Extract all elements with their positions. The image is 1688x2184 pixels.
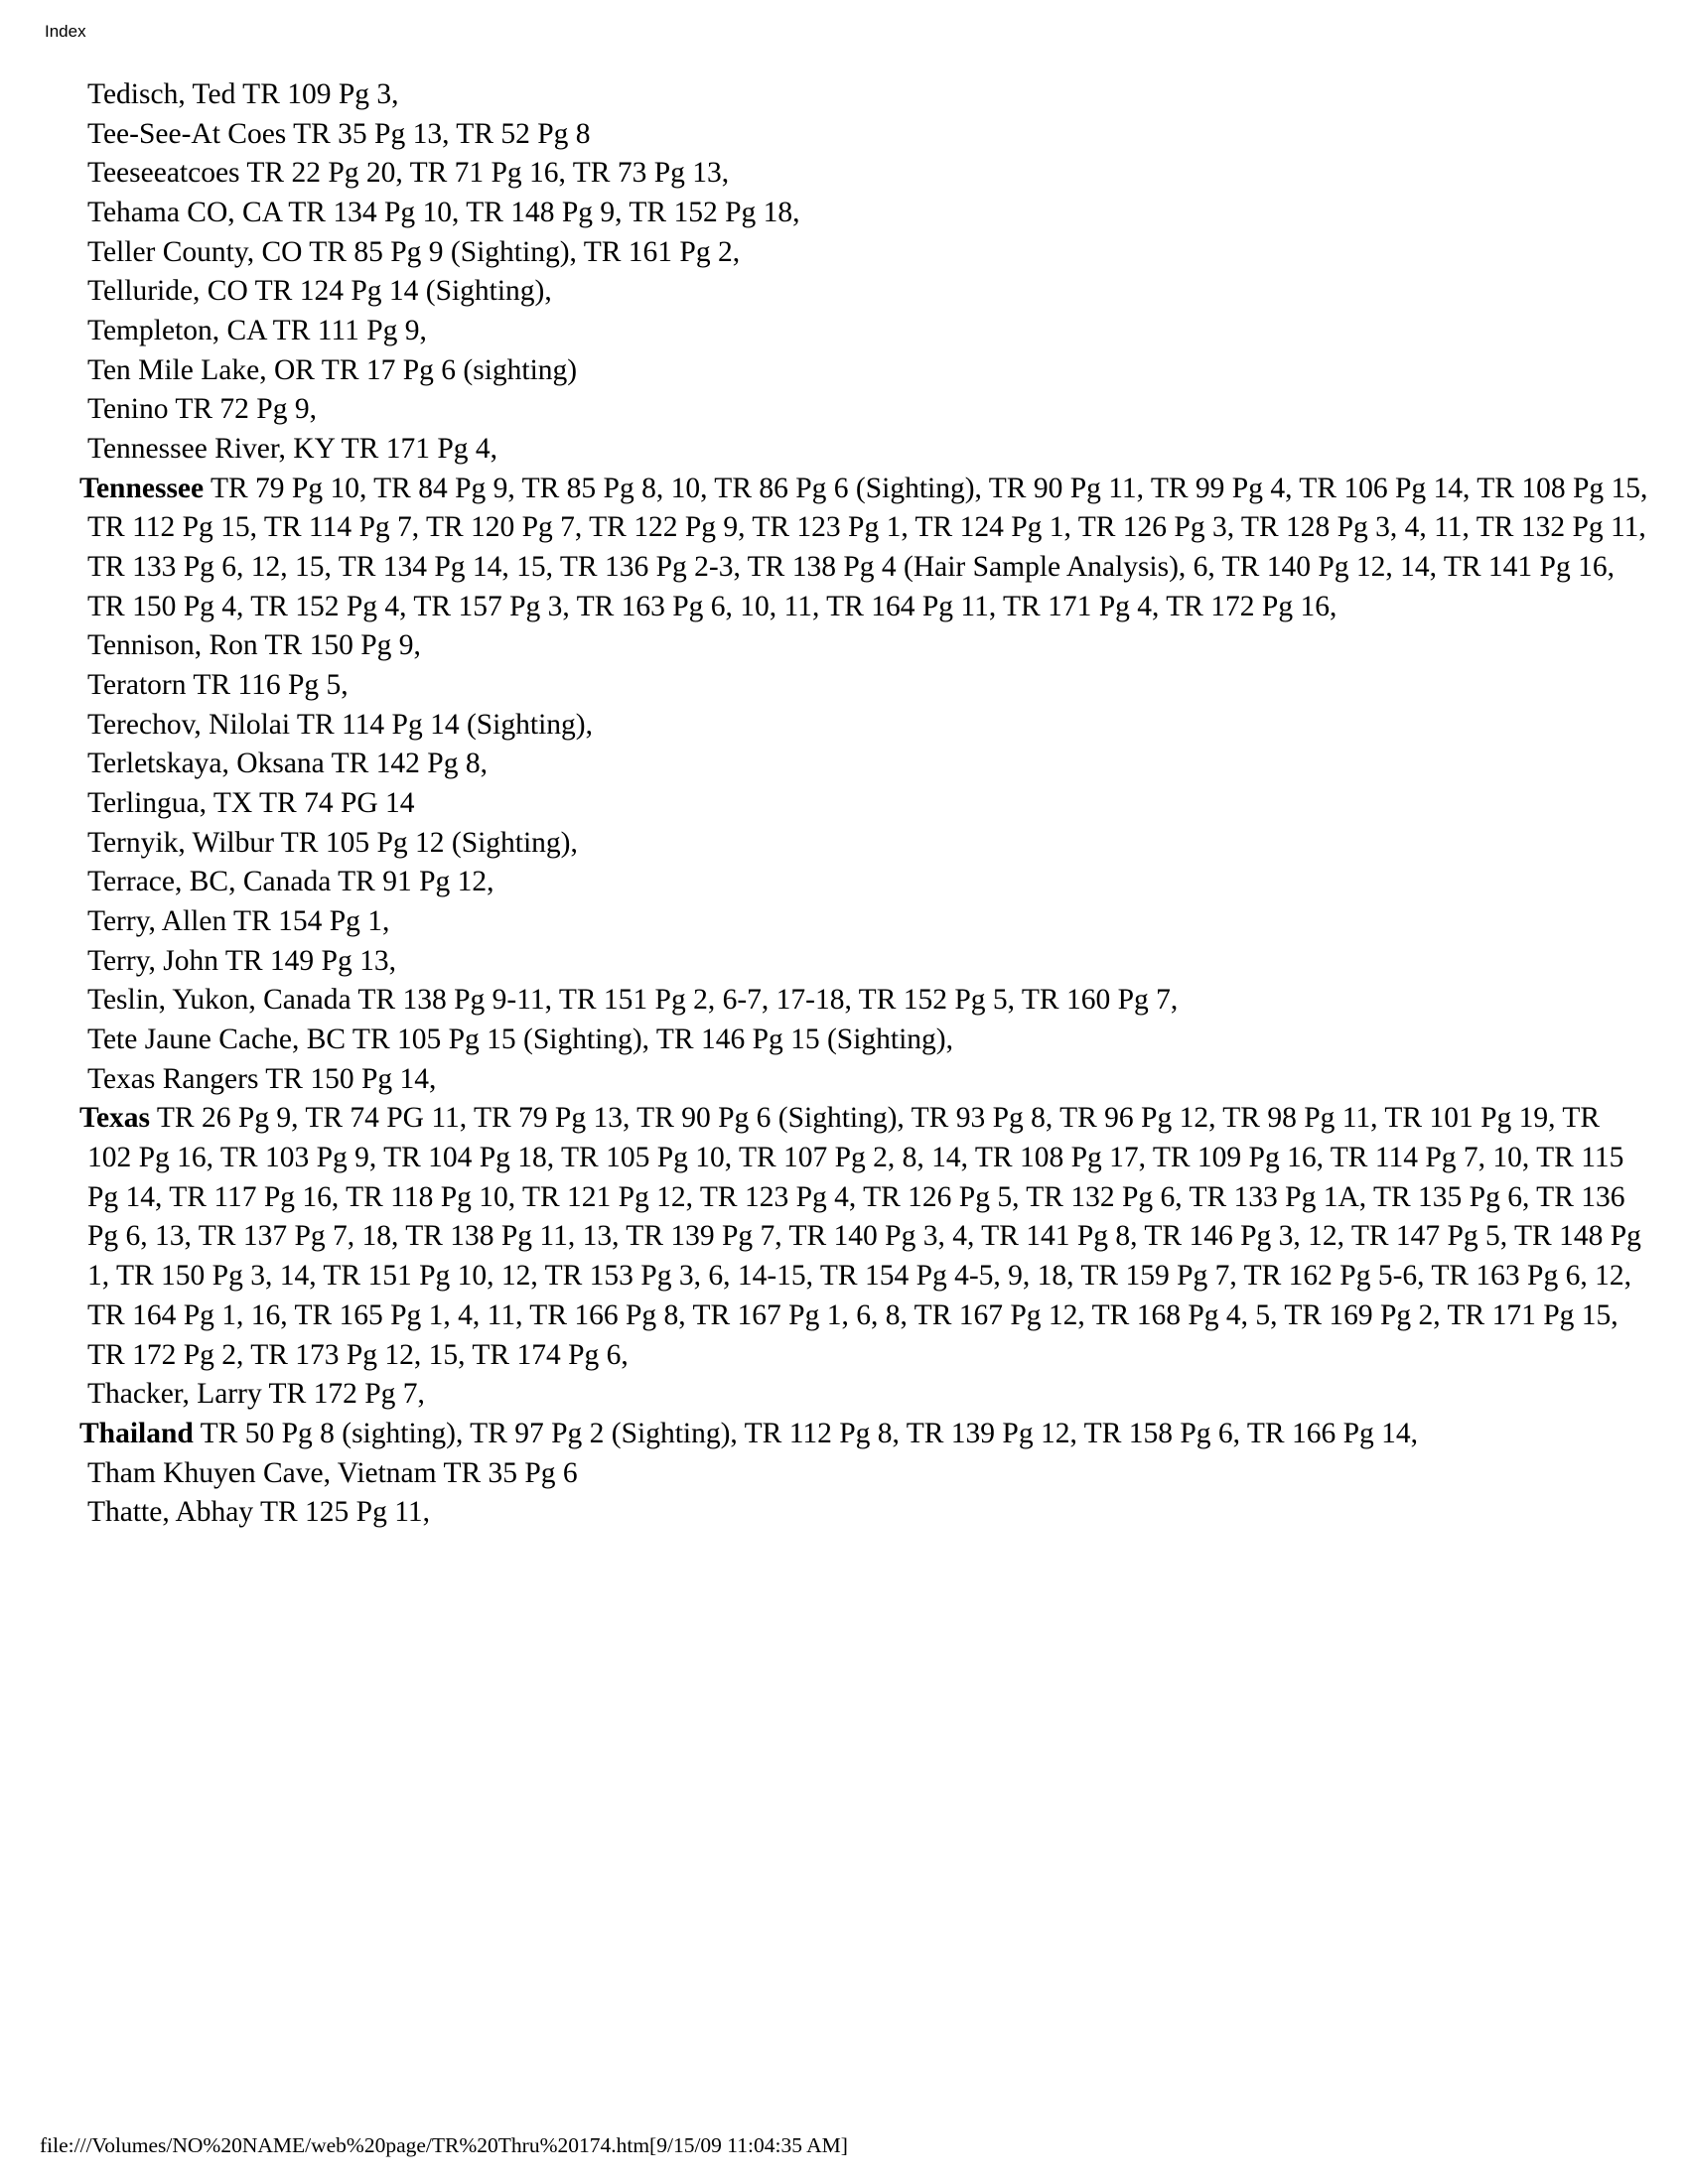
index-entry — [40, 233, 1648, 273]
index-entry-headword: Terechov, Nilolai — [87, 708, 291, 741]
index-entry-references: TR 109 Pg 3, — [235, 78, 399, 110]
index-entry — [40, 75, 1648, 115]
index-entry-references: TR 22 Pg 20, TR 71 Pg 16, TR 73 Pg 13, — [239, 157, 730, 190]
index-entry — [40, 312, 1648, 351]
index-entry — [40, 351, 1648, 391]
index-entry-references: TR 91 Pg 12, — [331, 866, 494, 898]
index-entry-references: TR 114 Pg 14 (Sighting), — [290, 708, 593, 741]
index-entry — [40, 194, 1648, 233]
index-entry-references: TR 124 Pg 14 (Sighting), — [247, 275, 552, 308]
index-entry-headword: Thacker, Larry — [87, 1378, 262, 1411]
index-entry — [40, 902, 1648, 942]
page-header-label: Index — [45, 22, 86, 41]
index-entry-references: TR 149 Pg 13, — [218, 944, 396, 977]
index-entry-headword: Telluride, CO — [87, 275, 248, 308]
index-entry — [40, 942, 1648, 982]
index-entry-references: TR 172 Pg 7, — [261, 1378, 425, 1411]
index-entry-headword: Templeton, CA — [87, 315, 266, 347]
index-entry — [40, 115, 1648, 155]
index-entry-references: TR 150 Pg 14, — [258, 1062, 437, 1095]
index-entry-headword: Thailand — [79, 1417, 194, 1449]
index-entry-headword: Tehama CO, CA — [87, 197, 282, 229]
index-entry-references: TR 150 Pg 9, — [257, 629, 421, 662]
index-entry — [40, 745, 1648, 784]
page-footer-path: file:///Volumes/NO%20NAME/web%20page/TR%20Thru%20174.htm[9/15/09 11:04:35 AM] — [40, 2133, 848, 2157]
index-entry-references: TR 74 PG 14 — [252, 787, 415, 820]
index-entry — [40, 784, 1648, 824]
index-entry — [40, 706, 1648, 746]
index-entry-references: TR 142 Pg 8, — [324, 748, 488, 780]
index-entry-references: TR 72 Pg 9, — [168, 393, 317, 426]
index-entry — [40, 626, 1648, 666]
index-entry — [40, 272, 1648, 312]
index-entry-headword: Terlingua, TX — [87, 787, 253, 820]
index-entry — [40, 154, 1648, 194]
index-entry-headword: Tedisch, Ted — [87, 78, 236, 110]
index-entry-headword: Teller County, CO — [87, 235, 303, 268]
index-entry — [40, 981, 1648, 1021]
index-entry — [40, 666, 1648, 706]
index-entry-references: TR 125 Pg 11, — [253, 1496, 430, 1529]
index-entry-references: TR 35 Pg 6 — [436, 1456, 578, 1489]
index-entry — [40, 863, 1648, 902]
index-entry — [40, 470, 1648, 627]
index-entry-references: TR 154 Pg 1, — [226, 905, 390, 938]
index-entry-headword: Tee-See-At Coes — [87, 117, 287, 150]
index-entry — [40, 1454, 1648, 1494]
index-entry — [40, 1021, 1648, 1060]
index-entry — [40, 824, 1648, 864]
index-entry-headword: Teslin, Yukon, Canada — [87, 984, 352, 1017]
index-entry-references: TR 105 Pg 15 (Sighting), TR 146 Pg 15 (Sighting), — [346, 1024, 954, 1056]
index-entry — [40, 1375, 1648, 1415]
index-entry-headword: Tenino — [87, 393, 169, 426]
index-entry-references: TR 85 Pg 9 (Sighting), TR 161 Pg 2, — [302, 235, 741, 268]
index-entry — [40, 390, 1648, 430]
index-entry-headword: Texas — [79, 1102, 151, 1135]
index-entry-headword: Tennessee River, KY — [87, 433, 335, 466]
index-entry-headword: Terry, Allen — [87, 905, 227, 938]
index-entry-references: TR 50 Pg 8 (sighting), TR 97 Pg 2 (Sighting), TR 112 Pg 8, TR 139 Pg 12, TR 158 Pg 6, TR 166 Pg 14, — [193, 1417, 1418, 1449]
index-entry — [40, 1099, 1648, 1375]
index-entry-list — [40, 75, 1648, 1533]
index-entry-headword: Texas Rangers — [87, 1062, 259, 1095]
index-entry-references: TR 111 Pg 9, — [265, 315, 427, 347]
index-entry-headword: Ten Mile Lake, OR — [87, 353, 315, 386]
index-entry-headword: Terrace, BC, Canada — [87, 866, 332, 898]
index-entry-references: TR 35 Pg 13, TR 52 Pg 8 — [286, 117, 591, 150]
index-entry — [40, 1415, 1648, 1454]
index-entry-headword: Thatte, Abhay — [87, 1496, 254, 1529]
index-entry-headword: Tham Khuyen Cave, Vietnam — [87, 1456, 437, 1489]
index-entry-headword: Tennison, Ron — [87, 629, 258, 662]
index-entry-references: TR 105 Pg 12 (Sighting), — [273, 826, 578, 859]
index-entry-references: TR 17 Pg 6 (sighting) — [314, 353, 578, 386]
index-entry-headword: Tennessee — [79, 472, 205, 504]
index-entry-headword: Teratorn — [87, 669, 187, 702]
index-entry-references: TR 171 Pg 4, — [334, 433, 497, 466]
index-entry-headword: Teeseeatcoes — [87, 157, 240, 190]
index-entry — [40, 1493, 1648, 1533]
index-entry-references: TR 138 Pg 9-11, TR 151 Pg 2, 6-7, 17-18, TR 152 Pg 5, TR 160 Pg 7, — [351, 984, 1179, 1017]
index-entry-references: TR 26 Pg 9, TR 74 PG 11, TR 79 Pg 13, TR 90 Pg 6 (Sighting), TR 93 Pg 8, TR 96 Pg 12, TR 98 Pg 11, TR 101 Pg 19, TR 102 Pg 16, TR 103 Pg 9, TR 104 Pg 18, TR 105 Pg 10, TR 107 Pg 2, 8, 14, TR 108 Pg 17, TR 109 Pg 16, TR 114 Pg 7, 10, TR 115 Pg 14, TR 117 Pg 16, TR 118 Pg 10, TR 121 Pg 12, TR 123 Pg 4, TR 126 Pg 5, TR 132 Pg 6, TR 133 Pg 1A, TR 135 Pg 6, TR 136 Pg 6, 13, TR 137 Pg 7, 18, TR 138 Pg 11, 13, TR 139 Pg 7, TR 140 Pg 3, 4, TR 141 Pg 8, TR 146 Pg 3, 12, TR 147 Pg 5, TR 148 Pg 1, TR 150 Pg 3, 14, TR 151 Pg 10, 12, TR 153 Pg 3, 6, 14-15, TR 154 Pg 4-5, 9, 18, TR 159 Pg 7, TR 162 Pg 5-6, TR 163 Pg 6, 12, TR 164 Pg 1, 16, TR 165 Pg 1, 4, 11, TR 166 Pg 8, TR 167 Pg 1, 6, 8, TR 167 Pg 12, TR 168 Pg 4, 5, TR 169 Pg 2, TR 171 Pg 15, TR 172 Pg 2, TR 173 Pg 12, 15, TR 174 Pg 6, — [87, 1102, 1641, 1371]
index-entry-headword: Tete Jaune Cache, BC — [87, 1024, 347, 1056]
index-entry — [40, 1060, 1648, 1100]
index-entry-references: TR 79 Pg 10, TR 84 Pg 9, TR 85 Pg 8, 10, TR 86 Pg 6 (Sighting), TR 90 Pg 11, TR 99 Pg 4, TR 106 Pg 14, TR 108 Pg 15, TR 112 Pg 15, TR 114 Pg 7, TR 120 Pg 7, TR 122 Pg 9, TR 123 Pg 1, TR 124 Pg 1, TR 126 Pg 3, TR 128 Pg 3, 4, 11, TR 132 Pg 11, TR 133 Pg 6, 12, 15, TR 134 Pg 14, 15, TR 136 Pg 2-3, TR 138 Pg 4 (Hair Sample Analysis), 6, TR 140 Pg 12, 14, TR 141 Pg 16, TR 150 Pg 4, TR 152 Pg 4, TR 157 Pg 3, TR 163 Pg 6, 10, 11, TR 164 Pg 11, TR 171 Pg 4, TR 172 Pg 16, — [87, 472, 1648, 622]
index-entry-headword: Ternyik, Wilbur — [87, 826, 274, 859]
index-entry — [40, 430, 1648, 470]
index-entry-headword: Terry, John — [87, 944, 219, 977]
index-entry-references: TR 116 Pg 5, — [186, 669, 349, 702]
index-entry-references: TR 134 Pg 10, TR 148 Pg 9, TR 152 Pg 18, — [281, 197, 800, 229]
index-entry-headword: Terletskaya, Oksana — [87, 748, 325, 780]
